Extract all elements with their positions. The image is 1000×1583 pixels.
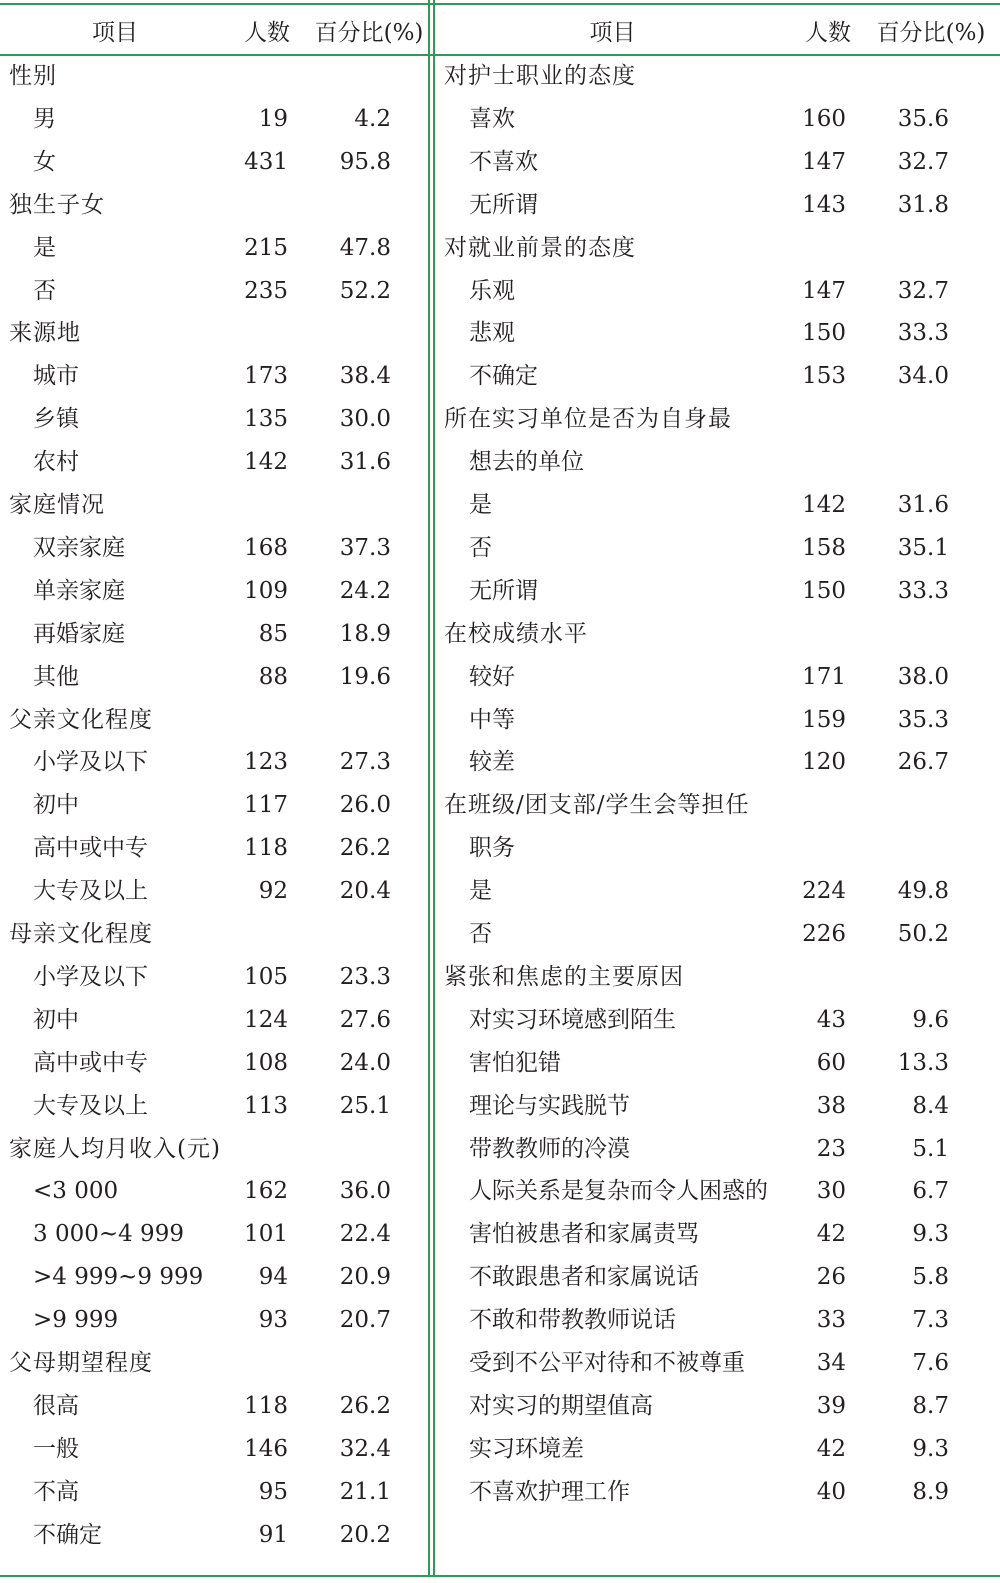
item-label: 大专及以上 bbox=[33, 1092, 148, 1119]
count-cell: 147 bbox=[802, 277, 846, 304]
percent-cell: 8.4 bbox=[912, 1092, 949, 1119]
count-cell: 124 bbox=[244, 1006, 288, 1033]
category-row bbox=[0, 827, 1000, 869]
table-row bbox=[0, 98, 1000, 140]
count-cell: 40 bbox=[816, 1478, 846, 1505]
table-row bbox=[0, 870, 1000, 912]
count-cell: 159 bbox=[802, 706, 846, 733]
count-cell: 153 bbox=[802, 363, 846, 390]
item-label: 不高 bbox=[33, 1478, 79, 1505]
count-cell: 160 bbox=[802, 105, 846, 132]
item-label: 乡镇 bbox=[33, 406, 79, 433]
item-label: 否 bbox=[469, 534, 492, 561]
count-cell: 215 bbox=[244, 234, 288, 261]
count-cell: 108 bbox=[244, 1049, 288, 1076]
count-cell: 431 bbox=[244, 148, 288, 175]
percent-cell: 9.3 bbox=[912, 1435, 949, 1462]
percent-cell: 6.7 bbox=[912, 1178, 949, 1205]
category-label: 独生子女 bbox=[9, 191, 105, 218]
percent-cell: 8.9 bbox=[912, 1478, 949, 1505]
item-label: 是 bbox=[469, 878, 492, 905]
item-label: 是 bbox=[469, 492, 492, 518]
item-label: 较好 bbox=[469, 663, 515, 690]
table-row bbox=[0, 656, 1000, 698]
count-cell: 38 bbox=[816, 1092, 846, 1119]
left-header-pct: 百分比(%) bbox=[314, 20, 424, 46]
count-cell: 88 bbox=[258, 663, 288, 690]
item-label: 一般 bbox=[33, 1435, 79, 1462]
category-row bbox=[0, 956, 1000, 998]
table-row bbox=[0, 741, 1000, 783]
item-label: 职务 bbox=[469, 835, 515, 862]
count-cell: 117 bbox=[244, 792, 288, 819]
count-cell: 168 bbox=[244, 534, 288, 561]
item-label: 害怕被患者和家属责骂 bbox=[469, 1221, 699, 1248]
count-cell: 85 bbox=[258, 620, 288, 647]
percent-cell: 26.2 bbox=[339, 1392, 391, 1419]
table-row bbox=[0, 312, 1000, 354]
table-row bbox=[0, 1385, 1000, 1427]
count-cell: 158 bbox=[802, 534, 846, 561]
item-label: 不确定 bbox=[469, 363, 538, 390]
table-row bbox=[0, 1299, 1000, 1341]
category-label: 家庭情况 bbox=[9, 492, 105, 518]
item-label: 想去的单位 bbox=[469, 449, 584, 476]
count-cell: 43 bbox=[816, 1006, 846, 1033]
item-label: 悲观 bbox=[469, 320, 515, 347]
count-cell: 34 bbox=[816, 1350, 846, 1376]
percent-cell: 5.1 bbox=[912, 1135, 949, 1162]
count-cell: 162 bbox=[244, 1178, 288, 1205]
count-cell: 109 bbox=[244, 577, 288, 604]
percent-cell: 33.3 bbox=[897, 577, 949, 604]
category-row bbox=[0, 784, 1000, 826]
count-cell: 142 bbox=[244, 449, 288, 476]
percent-cell: 23.3 bbox=[339, 963, 391, 990]
table-row bbox=[0, 1256, 1000, 1298]
item-label: 小学及以下 bbox=[33, 963, 148, 990]
count-cell: 150 bbox=[802, 577, 846, 604]
table-row bbox=[0, 484, 1000, 526]
category-label: 在校成绩水平 bbox=[444, 620, 588, 647]
percent-cell: 27.3 bbox=[339, 749, 391, 776]
count-cell: 95 bbox=[258, 1478, 288, 1505]
percent-cell: 9.6 bbox=[912, 1006, 949, 1033]
count-cell: 42 bbox=[816, 1221, 846, 1248]
count-cell: 150 bbox=[802, 320, 846, 347]
count-cell: 23 bbox=[816, 1135, 846, 1162]
item-label: 女 bbox=[33, 148, 56, 175]
category-label: 来源地 bbox=[9, 320, 81, 347]
percent-cell: 4.2 bbox=[354, 105, 391, 132]
count-cell: 235 bbox=[244, 277, 288, 304]
count-cell: 120 bbox=[802, 749, 846, 776]
percent-cell: 18.9 bbox=[339, 620, 391, 647]
item-label: 人际关系是复杂而令人困惑的 bbox=[469, 1178, 768, 1205]
table-row bbox=[0, 1428, 1000, 1470]
category-label: 紧张和焦虑的主要原因 bbox=[444, 963, 684, 990]
count-cell: 113 bbox=[244, 1092, 288, 1119]
category-label: 所在实习单位是否为自身最 bbox=[444, 406, 732, 433]
category-label: 在班级/团支部/学生会等担任 bbox=[444, 792, 750, 819]
count-cell: 93 bbox=[258, 1307, 288, 1334]
category-row bbox=[0, 613, 1000, 655]
count-cell: 135 bbox=[244, 406, 288, 433]
item-label: 城市 bbox=[33, 363, 79, 390]
count-cell: 101 bbox=[244, 1221, 288, 1248]
count-cell: 26 bbox=[816, 1264, 846, 1291]
count-cell: 105 bbox=[244, 963, 288, 990]
percent-cell: 49.8 bbox=[897, 878, 949, 905]
item-label: 初中 bbox=[33, 792, 79, 819]
item-label: 喜欢 bbox=[469, 105, 515, 132]
item-label: 高中或中专 bbox=[33, 1049, 148, 1076]
table-row bbox=[0, 1128, 1000, 1170]
count-cell: 147 bbox=[802, 148, 846, 175]
category-row bbox=[0, 227, 1000, 269]
item-label: 不敢跟患者和家属说话 bbox=[469, 1264, 699, 1291]
count-cell: 42 bbox=[816, 1435, 846, 1462]
item-label: 不喜欢护理工作 bbox=[469, 1478, 630, 1505]
percent-cell: 20.7 bbox=[339, 1307, 391, 1334]
percent-cell: 30.0 bbox=[339, 406, 391, 433]
percent-cell: 8.7 bbox=[912, 1392, 949, 1419]
percent-cell: 20.2 bbox=[339, 1521, 391, 1548]
percent-cell: 26.0 bbox=[339, 792, 391, 819]
item-label: 其他 bbox=[33, 663, 79, 690]
percent-cell: 47.8 bbox=[339, 234, 391, 261]
item-label: 实习环境差 bbox=[469, 1435, 584, 1462]
count-cell: 91 bbox=[258, 1521, 288, 1548]
percent-cell: 38.4 bbox=[339, 363, 391, 390]
category-row bbox=[0, 55, 1000, 97]
table-row bbox=[0, 999, 1000, 1041]
category-row bbox=[0, 398, 1000, 440]
percent-cell: 32.4 bbox=[339, 1435, 391, 1462]
category-label: 父母期望程度 bbox=[9, 1350, 153, 1376]
item-label: 不确定 bbox=[33, 1521, 102, 1548]
percent-cell: 52.2 bbox=[339, 277, 391, 304]
percent-cell: 95.8 bbox=[339, 148, 391, 175]
count-cell: 142 bbox=[802, 492, 846, 518]
item-label: 否 bbox=[33, 277, 56, 304]
item-label: 无所谓 bbox=[469, 577, 538, 604]
count-cell: 30 bbox=[816, 1178, 846, 1205]
item-label: >9 999 bbox=[33, 1307, 119, 1334]
count-cell: 60 bbox=[816, 1049, 846, 1076]
percent-cell: 36.0 bbox=[339, 1178, 391, 1205]
header-row bbox=[0, 12, 1000, 54]
table-row bbox=[0, 1170, 1000, 1212]
left-header-item: 项目 bbox=[92, 20, 138, 46]
category-label: 家庭人均月收入(元) bbox=[9, 1135, 221, 1162]
percent-cell: 31.6 bbox=[897, 492, 949, 518]
category-row bbox=[0, 441, 1000, 483]
table-row bbox=[0, 699, 1000, 741]
item-label: 男 bbox=[33, 105, 56, 132]
item-label: 较差 bbox=[469, 749, 515, 776]
item-label: 双亲家庭 bbox=[33, 534, 125, 561]
percent-cell: 26.7 bbox=[897, 749, 949, 776]
count-cell: 123 bbox=[244, 749, 288, 776]
item-label: 很高 bbox=[33, 1392, 79, 1419]
percent-cell: 19.6 bbox=[339, 663, 391, 690]
item-label: 高中或中专 bbox=[33, 835, 148, 862]
table-row bbox=[0, 1342, 1000, 1384]
percent-cell: 25.1 bbox=[339, 1092, 391, 1119]
item-label: 对实习的期望值高 bbox=[469, 1392, 653, 1419]
count-cell: 118 bbox=[244, 1392, 288, 1419]
percent-cell: 5.8 bbox=[912, 1264, 949, 1291]
percent-cell: 26.2 bbox=[339, 835, 391, 862]
percent-cell: 24.2 bbox=[339, 577, 391, 604]
count-cell: 118 bbox=[244, 835, 288, 862]
percent-cell: 27.6 bbox=[339, 1006, 391, 1033]
percent-cell: 33.3 bbox=[897, 320, 949, 347]
right-header-item: 项目 bbox=[589, 20, 636, 46]
item-label: <3 000 bbox=[33, 1178, 119, 1205]
percent-cell: 22.4 bbox=[339, 1221, 391, 1248]
percent-cell: 20.4 bbox=[339, 878, 391, 905]
count-cell: 92 bbox=[258, 878, 288, 905]
percent-cell: 35.6 bbox=[897, 105, 949, 132]
right-header-pct: 百分比(%) bbox=[876, 20, 986, 46]
percent-cell: 13.3 bbox=[897, 1049, 949, 1076]
percent-cell: 38.0 bbox=[897, 663, 949, 690]
percent-cell: 21.1 bbox=[339, 1478, 391, 1505]
percent-cell: 34.0 bbox=[897, 363, 949, 390]
item-label: >4 999~9 999 bbox=[33, 1264, 204, 1291]
table-row bbox=[0, 184, 1000, 226]
category-label: 对护士职业的态度 bbox=[444, 63, 636, 89]
count-cell: 146 bbox=[244, 1435, 288, 1462]
table-row bbox=[0, 270, 1000, 312]
count-cell: 224 bbox=[802, 878, 846, 905]
left-header-count: 人数 bbox=[244, 20, 290, 46]
percent-cell: 50.2 bbox=[897, 921, 949, 947]
percent-cell: 24.0 bbox=[339, 1049, 391, 1076]
percent-cell: 20.9 bbox=[339, 1264, 391, 1291]
item-label: 是 bbox=[33, 234, 56, 261]
right-header-count: 人数 bbox=[805, 20, 851, 46]
percent-cell: 31.8 bbox=[897, 191, 949, 218]
percent-cell: 37.3 bbox=[339, 534, 391, 561]
item-label: 否 bbox=[469, 921, 492, 947]
table-row bbox=[0, 1471, 1000, 1513]
table-row bbox=[0, 1213, 1000, 1255]
item-label: 乐观 bbox=[469, 277, 515, 304]
item-label: 初中 bbox=[33, 1006, 79, 1033]
item-label: 害怕犯错 bbox=[469, 1049, 561, 1076]
item-label: 单亲家庭 bbox=[33, 577, 125, 604]
item-label: 对实习环境感到陌生 bbox=[469, 1006, 676, 1033]
item-label: 不敢和带教教师说话 bbox=[469, 1307, 676, 1334]
percent-cell: 32.7 bbox=[897, 148, 949, 175]
table-row bbox=[0, 913, 1000, 955]
bottom-rule bbox=[0, 1575, 1000, 1577]
category-label: 母亲文化程度 bbox=[9, 921, 153, 947]
category-label: 父亲文化程度 bbox=[9, 706, 153, 733]
item-label: 农村 bbox=[33, 449, 79, 476]
count-cell: 33 bbox=[816, 1307, 846, 1334]
item-label: 受到不公平对待和不被尊重 bbox=[469, 1350, 745, 1376]
item-label: 不喜欢 bbox=[469, 148, 538, 175]
item-label: 理论与实践脱节 bbox=[469, 1092, 630, 1119]
count-cell: 39 bbox=[816, 1392, 846, 1419]
percent-cell: 32.7 bbox=[897, 277, 949, 304]
item-label: 大专及以上 bbox=[33, 878, 148, 905]
table-row bbox=[0, 355, 1000, 397]
item-label: 小学及以下 bbox=[33, 749, 148, 776]
percent-cell: 7.3 bbox=[912, 1307, 949, 1334]
table-row bbox=[0, 1514, 1000, 1556]
item-label: 带教教师的冷漠 bbox=[469, 1135, 630, 1162]
percent-cell: 35.1 bbox=[897, 534, 949, 561]
category-label: 性别 bbox=[9, 63, 57, 89]
count-cell: 19 bbox=[258, 105, 288, 132]
percent-cell: 31.6 bbox=[339, 449, 391, 476]
percent-cell: 7.6 bbox=[912, 1350, 949, 1376]
count-cell: 226 bbox=[802, 921, 846, 947]
percent-cell: 9.3 bbox=[912, 1221, 949, 1248]
item-label: 中等 bbox=[469, 706, 515, 733]
item-label: 无所谓 bbox=[469, 191, 538, 218]
category-label: 对就业前景的态度 bbox=[444, 234, 636, 261]
item-label: 3 000~4 999 bbox=[33, 1221, 184, 1248]
table-row bbox=[0, 141, 1000, 183]
item-label: 再婚家庭 bbox=[33, 620, 125, 647]
table-row bbox=[0, 570, 1000, 612]
table-row bbox=[0, 1042, 1000, 1084]
count-cell: 171 bbox=[802, 663, 846, 690]
table-row bbox=[0, 527, 1000, 569]
percent-cell: 35.3 bbox=[897, 706, 949, 733]
table-row bbox=[0, 1085, 1000, 1127]
top-rule bbox=[0, 3, 1000, 5]
count-cell: 173 bbox=[244, 363, 288, 390]
count-cell: 143 bbox=[802, 191, 846, 218]
count-cell: 94 bbox=[258, 1264, 288, 1291]
